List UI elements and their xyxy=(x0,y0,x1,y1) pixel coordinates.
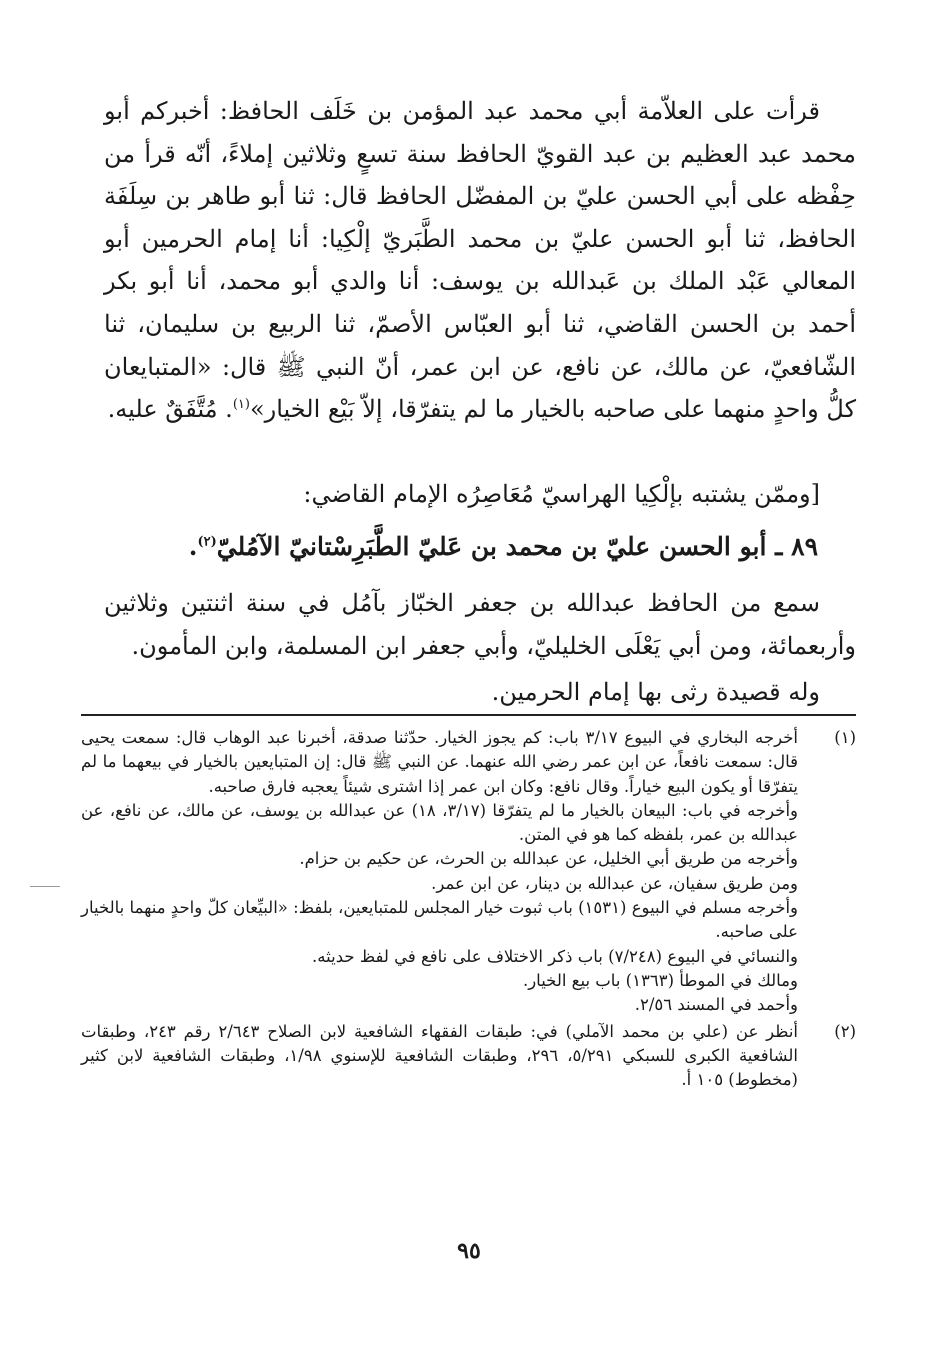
footnotes-section xyxy=(81,726,856,1092)
footnote-line: وأخرجه من طريق أبي الخليل، عن عبدالله بن الحرث، عن حكيم بن حزام. xyxy=(299,849,798,869)
page-number: ٩٥ xyxy=(457,1238,481,1264)
body-paragraph-note: [وممّن يشتبه بإلْكِيا الهراسيّ مُعَاصِرُه الإمام القاضي: xyxy=(303,480,820,508)
footnote-body xyxy=(81,726,798,1018)
scan-artifact-line xyxy=(30,886,60,887)
entry-heading-tail: . xyxy=(188,532,198,561)
footnote-line: والنسائي في البيوع (٧/٢٤٨) باب ذكر الاختلاف على نافع في لفظ حديثه. xyxy=(312,946,798,966)
footnote-line: وأخرجه في باب: البيعان بالخيار ما لم يتفرّقا (٣/١٧، ١٨) عن عبدالله بن يوسف، عن مالك، عن نافع، عن عبدالله بن عمر، بلفظه كما هو في المتن. xyxy=(81,800,798,845)
entry-heading-text: ٨٩ ـ أبو الحسن عليّ بن محمد بن عَليّ الطَّبَرِسْتانيّ الآمُليّ xyxy=(216,532,818,561)
footnote-line: ومن طريق سفيان، عن عبدالله بن دينار، عن ابن عمر. xyxy=(431,873,798,893)
footnote-1 xyxy=(81,726,856,1018)
entry-heading xyxy=(103,525,818,569)
body-paragraph-isnad xyxy=(104,90,856,431)
footnote-divider xyxy=(81,714,856,716)
footnote-line: أنظر عن (علي بن محمد الآملي) في: طبقات الفقهاء الشافعية لابن الصلاح ٢/٦٤٣ رقم ٢٤٣، وطبقات الشافعية الكبرى للسبكي ٥/٢٩١، ٢٩٦، وطبقات الشافعية للإسنوي ١/٩٨، وطبقات الشافعية لابن كثير (مخطوط) ١٠٥ أ. xyxy=(81,1021,798,1090)
footnote-line: وأحمد في المسند ٢/٥٦. xyxy=(634,995,798,1015)
paragraph-text: قرأت على العلاّمة أبي محمد عبد المؤمن بن خَلَف الحافظ: أخبركم أبو محمد عبد العظيم بن عبد القويّ الحافظ سنة تسعٍ وثلاثين إملاءً، أنّه قرأ من حِفْظه على أبي الحسن عليّ بن المفضّل الحافظ قال: ثنا أبو طاهر بن سِلَفَة الحافظ، ثنا أبو الحسن عليّ بن محمد الطَّبَريّ إلْكِيا: أنا إمام الحرمين أبو المعالي عَبْد الملك بن عَبدالله بن يوسف: أنا والدي أبو محمد، أنا أبو بكر أحمد بن الحسن القاضي، ثنا أبو العبّاس الأصمّ، ثنا الربيع بن سليمان، ثنا الشّافعيّ، عن مالك، عن نافع، عن ابن عمر، أنّ النبي ﷺ قال: «المتبايعان كلُّ واحدٍ منهما على صاحبه بالخيار ما لم يتفرّقا، إلاّ بَيْع الخيار» xyxy=(104,97,857,424)
body-paragraph-biography: سمع من الحافظ عبدالله بن جعفر الخبّاز بآمُل في سنة اثنتين وثلاثين وأربعمائة، ومن أبي يَعْلَى الخليليّ، وأبي جعفر ابن المسلمة، وابن المأمون. xyxy=(104,589,856,660)
footnote-line: وأخرجه مسلم في البيوع (١٥٣١) باب ثبوت خيار المجلس للمتبايعين، بلفظ: «البيِّعان كلّ واحدٍ منهما بالخيار على صاحبه. xyxy=(81,898,799,942)
body-paragraph-elegy: وله قصيدة رثى بها إمام الحرمين. xyxy=(491,678,820,706)
footnote-body xyxy=(81,1020,798,1093)
footnote-2 xyxy=(81,1020,856,1093)
footnote-line: أخرجه البخاري في البيوع ٣/١٧ باب: كم يجوز الخيار. حدّثنا صدقة، أخبرنا عبد الوهاب قال: سمعت يحيى قال: سمعت نافعاً، عن ابن عمر رضي الله عنهما. عن النبي ﷺ قال: إن المتبايعين بالخيار في بيعهما ما لم يتفرّقا أو يكون البيع خياراً. وقال نافع: وكان ابن عمر إذا اشترى شيئاً يعجبه فارق صاحبه. xyxy=(81,728,798,796)
footnote-number: (١) xyxy=(834,728,856,747)
paragraph-tail: . مُتَّفَقٌ عليه. xyxy=(107,395,233,424)
footnote-ref-1: (١) xyxy=(232,397,250,413)
footnote-number: (٢) xyxy=(834,1021,856,1041)
footnote-line: ومالك في الموطأ (١٣٦٣) باب بيع الخيار. xyxy=(522,970,798,990)
footnote-ref-2: (٢) xyxy=(197,534,217,550)
